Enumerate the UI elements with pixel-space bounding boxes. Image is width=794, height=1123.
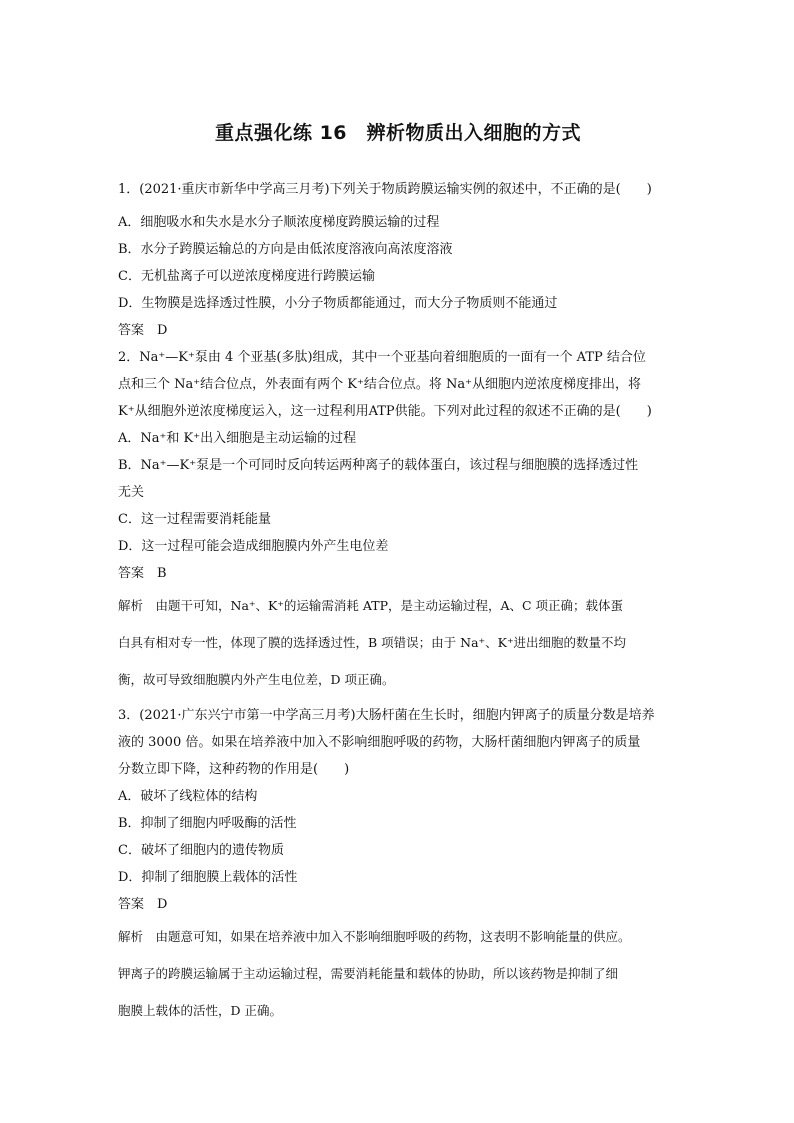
question-2-explanation-line: 解析 由题干可知，Na⁺、K⁺的运输需消耗 ATP，是主动运输过程，A、C 项正确；载体蛋 [118,598,624,613]
question-1-answer: 答案 D [118,323,168,338]
question-2-option-b-cont: 无关 [118,485,145,500]
question-2-option-a: A．Na⁺和 K⁺出入细胞是主动运输的过程 [118,431,357,446]
question-3-option-b: B．抑制了细胞内呼吸酶的活性 [118,816,297,831]
document-page [118,118,678,1029]
question-1-option-b: B．水分子跨膜运输总的方向是由低浓度溶液向高浓度溶液 [118,242,453,257]
question-2-option-b: B．Na⁺—K⁺泵是一个可同时反向转运两种离子的载体蛋白，该过程与细胞膜的选择透过性 [118,458,639,473]
question-2-stem-line: K⁺从细胞外逆浓度梯度运入，这一过程利用ATP供能。下列对此过程的叙述不正确的是( ) [118,404,652,419]
question-3-option-a: A．破坏了线粒体的结构 [118,789,258,804]
question-3-option-d: D．抑制了细胞膜上载体的活性 [118,870,298,885]
question-2-option-c: C．这一过程需要消耗能量 [118,512,271,527]
question-2-explanation-line: 白具有相对专一性，体现了膜的选择透过性，B 项错误；由于 Na⁺、K⁺进出细胞的数量不均 [118,635,627,650]
question-1-option-c: C．无机盐离子可以逆浓度梯度进行跨膜运输 [118,269,375,284]
question-3-stem-line: 3．(2021·广东兴宁市第一中学高三月考)大肠杆菌在生长时，细胞内钾离子的质量分数是培养 [118,708,655,723]
question-3-option-c: C．破坏了细胞内的遗传物质 [118,843,284,858]
question-3-answer: 答案 D [118,897,168,912]
question-2-stem-line: 点和三个 Na⁺结合位点，外表面有两个 K⁺结合位点。将 Na⁺从细胞内逆浓度梯度排出，将 [118,377,641,392]
question-2 [118,344,678,698]
question-1-stem: 1．(2021·重庆市新华中学高三月考)下列关于物质跨膜运输实例的叙述中，不正确的是( ) [118,182,652,197]
question-3-explanation-line: 钾离子的跨膜运输属于主动运输过程，需要消耗能量和载体的协助，所以该药物是抑制了细 [118,966,619,981]
question-1 [118,176,678,344]
question-3-explanation-line: 解析 由题意可知，如果在培养液中加入不影响细胞呼吸的药物，这表明不影响能量的供应。 [118,929,631,944]
page-title: 重点强化练 16 辨析物质出入细胞的方式 [214,122,582,144]
question-3-stem-line: 分数立即下降，这种药物的作用是( ) [118,762,350,777]
question-3-stem-line: 液的 3000 倍。如果在培养液中加入不影响细胞呼吸的药物，大肠杆菌细胞内钾离子的质量 [118,735,641,750]
question-2-answer: 答案 B [118,566,167,581]
question-2-explanation-line: 衡，故可导致细胞膜内外产生电位差，D 项正确。 [118,672,395,687]
question-1-option-d: D．生物膜是选择透过性膜，小分子物质都能通过，而大分子物质则不能通过 [118,296,558,311]
question-3 [118,702,678,1029]
question-2-stem-line: 2．Na⁺—K⁺泵由 4 个亚基(多肽)组成，其中一个亚基向着细胞质的一面有一个 ATP 结合位 [118,350,646,365]
question-2-option-d: D．这一过程可能会造成细胞膜内外产生电位差 [118,539,389,554]
question-1-option-a: A．细胞吸水和失水是水分子顺浓度梯度跨膜运输的过程 [118,215,440,230]
question-3-explanation-line: 胞膜上载体的活性，D 正确。 [118,1003,282,1018]
